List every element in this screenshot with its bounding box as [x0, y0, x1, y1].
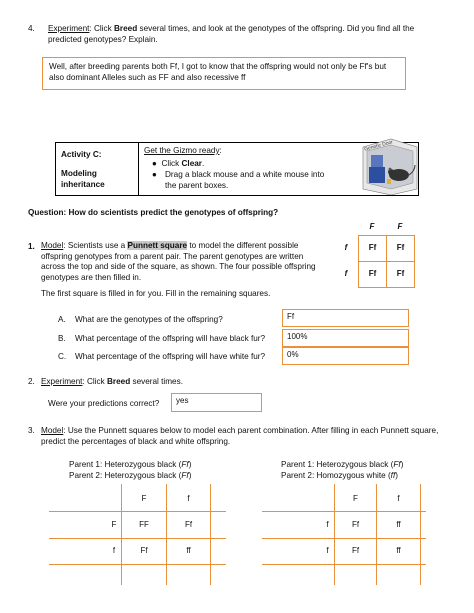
q3-right-p2-genotype: ff — [390, 471, 396, 480]
q4-bold: Breed — [113, 24, 138, 33]
q3-right-parent1 — [281, 460, 403, 471]
right-top-1: F — [353, 493, 358, 503]
bullet-1-post: . — [202, 159, 205, 168]
q1-cell-2[interactable]: Ff — [386, 235, 415, 262]
q3-left-p2-pre: Parent 2: Heterozygous black ( — [69, 471, 182, 480]
q3-label: Model — [41, 426, 64, 435]
q4-text-post: several times, and look at the genotypes of the offspring. Did you find all the predicted genotypes? Explain. — [48, 24, 415, 44]
q2-prompt — [41, 377, 183, 388]
q3-right-p1-genotype: Ff — [393, 460, 401, 469]
left-cell-4[interactable]: ff — [186, 546, 191, 556]
q1-text-post: to model the different possible offspring genotypes from a parent pair. The parent genotypes are written across the top and side of the square, as shown. The four possible offspring genotypes are then filled in. — [41, 241, 316, 282]
main-question: Question: How do scientists predict the genotypes of offspring? — [28, 208, 279, 217]
q3-left-p1-post: ) — [188, 460, 192, 469]
left-cell-3[interactable]: Ff — [140, 546, 148, 556]
q1b-letter: B. — [58, 334, 66, 343]
q4-answer[interactable]: Well, after breeding parents both Ff, I got to know that the offspring would not only be Ff's but also dominant Alleles such as FF and also recessive ff — [49, 62, 387, 82]
q3-right-p1-post: ) — [400, 460, 404, 469]
q1-label: Model — [41, 241, 64, 250]
activity-subtitle: Modeling inheritance — [61, 169, 105, 189]
left-cell-2[interactable]: Ff — [184, 519, 193, 529]
bullet-1-pre: Click — [161, 159, 182, 168]
q3-prompt — [41, 426, 441, 447]
q4-text-pre: : Click — [89, 24, 114, 33]
q2-label: Experiment — [41, 377, 83, 386]
bullet-2: ● Drag a black mouse and a white mouse into the parent boxes. — [152, 170, 332, 191]
q1-side-2: f — [344, 268, 348, 278]
q3-left-p2-post: ) — [188, 471, 192, 480]
q3-right-p2-pre: Parent 2: Homozygous white ( — [281, 471, 391, 480]
q2-text-pre: : Click — [82, 377, 107, 386]
q2-bold: Breed — [106, 377, 131, 386]
right-top-2: f — [397, 493, 400, 503]
left-side-2: f — [112, 546, 116, 556]
q1c-letter: C. — [58, 352, 67, 361]
right-cell-3[interactable]: Ff — [351, 546, 360, 556]
activity-title: Activity C: — [61, 150, 102, 159]
q3-left-parent2 — [69, 471, 191, 482]
q3-left-p1-genotype: Ff — [181, 460, 189, 469]
activity-box — [55, 139, 419, 196]
q1-cell-4[interactable]: Ff — [386, 261, 415, 288]
gizmo-image — [361, 137, 419, 195]
left-side-1: F — [111, 519, 117, 529]
right-cell-4[interactable]: ff — [396, 546, 401, 556]
q1-cell-1: Ff — [358, 235, 387, 262]
q3-number: 3. — [28, 426, 35, 435]
q4-number: 4. — [28, 24, 35, 33]
right-side-2: f — [326, 546, 329, 556]
ready-colon: : — [219, 146, 222, 155]
right-cell-1[interactable]: Ff — [351, 519, 360, 529]
q1-highlight: Punnett square — [127, 241, 188, 250]
left-top-2: f — [187, 493, 190, 503]
q1a-text: What are the genotypes of the offspring? — [75, 315, 223, 324]
right-side-1: f — [326, 519, 329, 529]
q2-text-post: several times. — [130, 377, 183, 386]
q1-prompt — [41, 241, 321, 284]
q3-left-parent1 — [69, 460, 191, 471]
bullet-2-text: Drag a black mouse and a white mouse into the parent boxes. — [165, 170, 325, 190]
right-grid-line-v3 — [420, 484, 421, 585]
q2-number: 2. — [28, 377, 35, 386]
q1-top-2: F — [397, 221, 403, 231]
q4-answer-box[interactable] — [42, 57, 406, 90]
q3-left-p2-genotype: Ff — [181, 471, 189, 480]
right-grid-line-h3 — [262, 564, 426, 565]
q1c-answer[interactable]: 0% — [282, 347, 409, 365]
left-grid-line-v3 — [210, 484, 211, 585]
q1b-answer[interactable]: 100% — [282, 329, 409, 347]
q1b-text: What percentage of the offspring will have black fur? — [75, 334, 266, 343]
q3-left-p1-pre: Parent 1: Heterozygous black ( — [69, 460, 182, 469]
q1-cell-3[interactable]: Ff — [358, 261, 387, 288]
gizmo-sign: Genetic Door — [363, 139, 394, 153]
q2-answer[interactable]: yes — [171, 393, 262, 412]
q3-text: : Use the Punnett squares below to model each parent combination. After filling in each Punnett square, predict the percentages of black and white offspring. — [41, 426, 439, 446]
q1-text-pre: : Scientists use a — [63, 241, 128, 250]
ready-label: Get the Gizmo ready — [144, 146, 220, 155]
q1-top-1: F — [369, 221, 375, 231]
q1a-answer[interactable]: Ff — [282, 309, 409, 327]
right-cell-2[interactable]: ff — [396, 519, 401, 529]
bullet-1: ● Click Clear. — [152, 159, 205, 168]
q3-right-parent2 — [281, 471, 398, 482]
q4-prompt — [48, 24, 438, 45]
bullet-1-bold: Clear — [181, 159, 202, 168]
q1-instruction: The first square is filled in for you. Fill in the remaining squares. — [41, 289, 271, 298]
activity-divider — [138, 143, 139, 195]
q1c-text: What percentage of the offspring will have white fur? — [75, 352, 266, 361]
left-grid-line-h3 — [49, 564, 226, 565]
q4-label: Experiment — [48, 24, 90, 33]
q2-question: Were your predictions correct? — [48, 399, 160, 408]
q3-right-p2-post: ) — [395, 471, 398, 480]
q1-side-1: f — [344, 242, 348, 252]
q3-right-p1-pre: Parent 1: Heterozygous black ( — [281, 460, 394, 469]
q1a-letter: A. — [58, 315, 66, 324]
left-top-1: F — [141, 493, 147, 503]
left-cell-1[interactable]: FF — [139, 519, 149, 529]
q1-number: 1. — [28, 242, 35, 251]
